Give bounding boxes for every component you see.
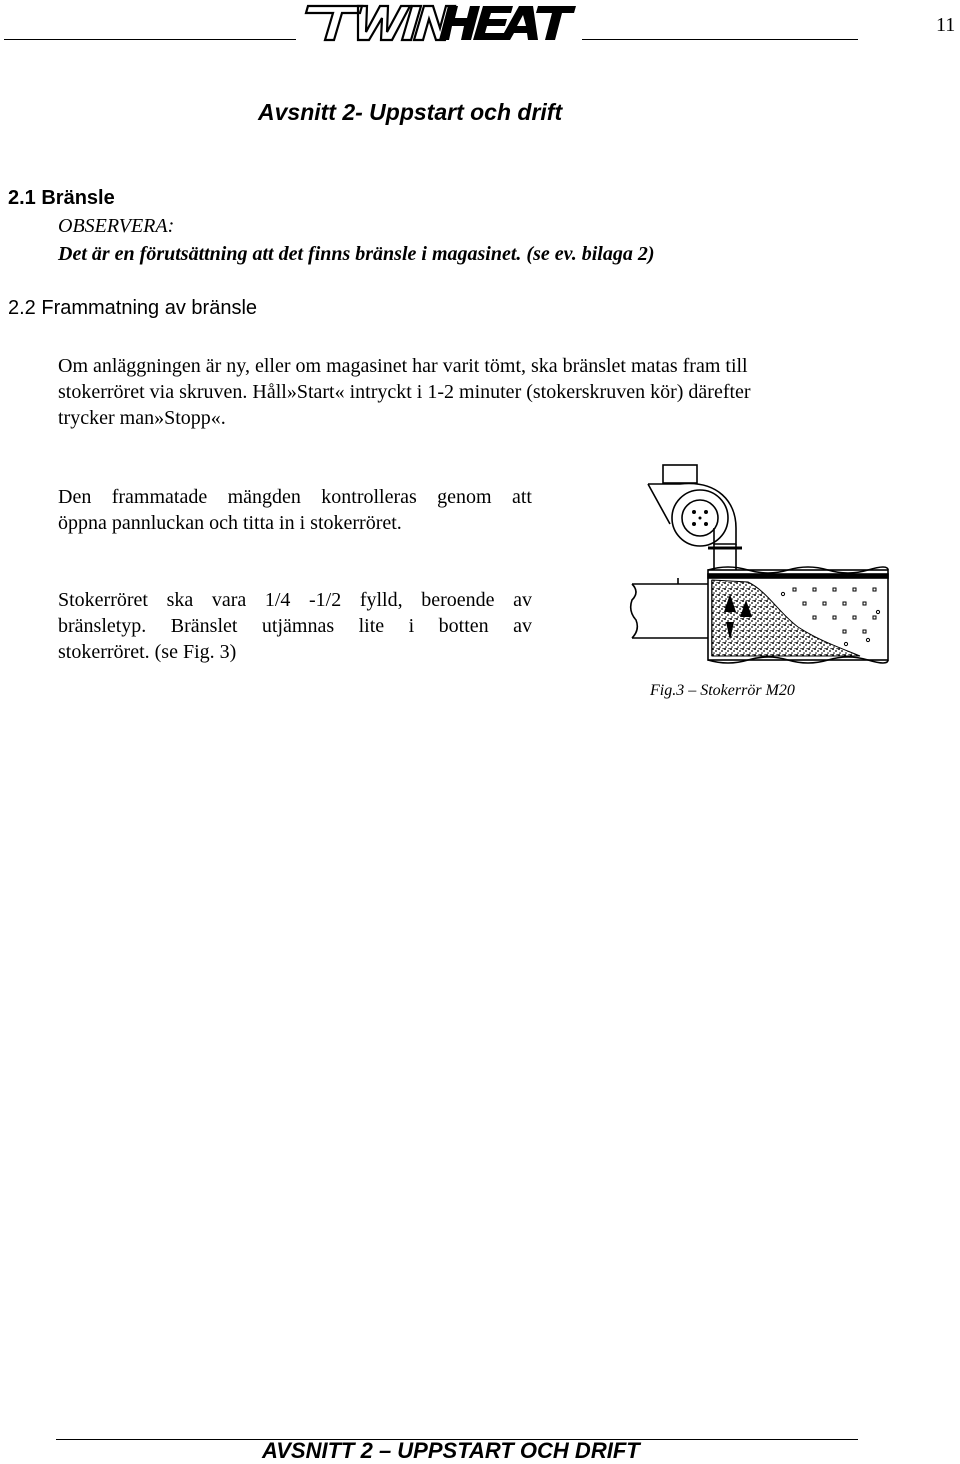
- paragraph-1: [58, 353, 858, 431]
- paragraph-3-line-1: Stokerröret ska vara 1/4 -1/2 fylld, beroende av: [58, 589, 532, 611]
- paragraph-1-line-3: trycker man»Stopp«.: [58, 407, 226, 429]
- figure-caption: Fig.3 – Stokerrör M20: [650, 682, 795, 699]
- section-title: Avsnitt 2- Uppstart och drift: [258, 99, 563, 125]
- header-rule-right: [582, 39, 858, 40]
- paragraph-2-line-1: Den frammatade mängden kontrolleras genom att: [58, 486, 532, 508]
- paragraph-2: [58, 484, 532, 536]
- twin-heat-logo: [300, 2, 580, 44]
- heading-2-2: 2.2 Frammatning av bränsle: [8, 297, 258, 319]
- paragraph-3-line-2: bränsletyp. Bränslet utjämnas lite i botten av: [58, 615, 532, 637]
- note-label: OBSERVERA:: [58, 215, 175, 237]
- paragraph-1-line-2: stokerröret via skruven. Håll»Start« intryckt i 1-2 minuter (stokerskruven kör) därefter: [58, 381, 751, 403]
- heading-2-1: 2.1 Bränsle: [8, 187, 115, 209]
- header-rule-left: [4, 39, 296, 40]
- paragraph-1-line-1: Om anläggningen är ny, eller om magasinet har varit tömt, ska bränslet matas fram till: [58, 355, 748, 377]
- note-text: Det är en förutsättning att det finns bränsle i magasinet. (se ev. bilaga 2): [58, 243, 655, 265]
- stoker-tube-figure: [628, 462, 890, 672]
- paragraph-3-line-3: stokerröret. (se Fig. 3): [58, 641, 237, 663]
- paragraph-2-line-2: öppna pannluckan och titta in i stokerröret.: [58, 512, 402, 534]
- footer-text: AVSNITT 2 – UPPSTART OCH DRIFT: [262, 1438, 640, 1463]
- page-number: 11: [936, 14, 956, 36]
- paragraph-3: [58, 587, 532, 665]
